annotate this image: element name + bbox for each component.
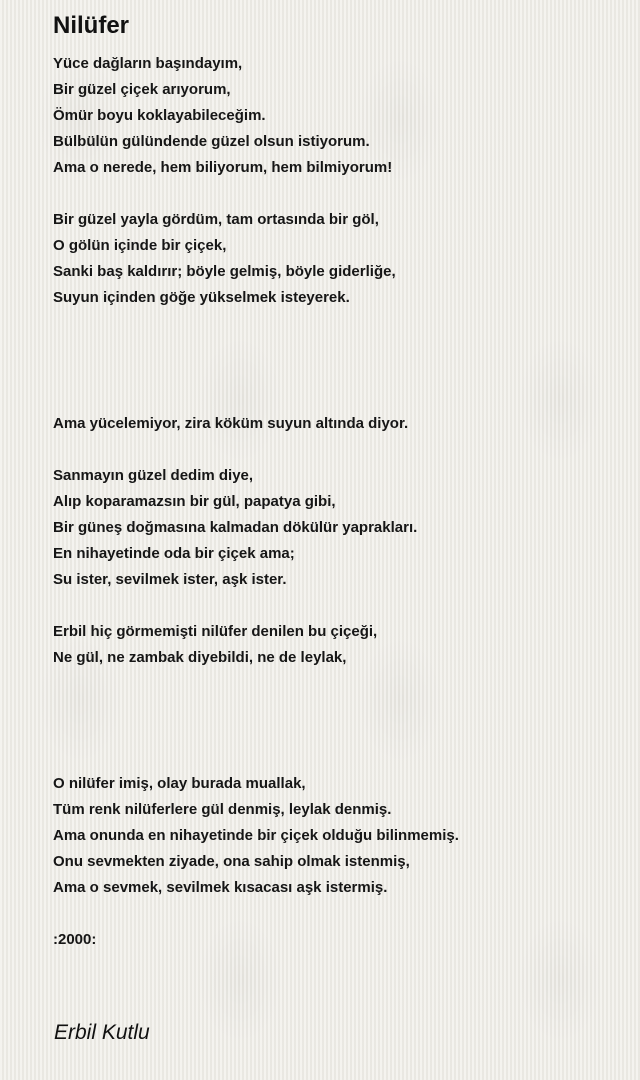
poem-line: Bülbülün gülündende güzel olsun istiyorum. <box>53 133 370 150</box>
poem-line: Ömür boyu koklayabileceğim. <box>53 107 266 124</box>
poem-line: En nihayetinde oda bir çiçek ama; <box>53 545 295 562</box>
poem-line: Bir güzel çiçek arıyorum, <box>53 81 231 98</box>
poem-line: Ama onunda en nihayetinde bir çiçek olduğu bilinmemiş. <box>53 827 459 844</box>
poem-line: Sanki baş kaldırır; böyle gelmiş, böyle giderliğe, <box>53 263 396 280</box>
poem-line: Sanmayın güzel dedim diye, <box>53 467 254 484</box>
poem-line: Suyun içinden göğe yükselmek isteyerek. <box>53 289 350 306</box>
poem-line: Bir güzel yayla gördüm, tam ortasında bir göl, <box>53 211 379 228</box>
poem-line: Tüm renk nilüferlere gül denmiş, leylak denmiş. <box>53 801 392 818</box>
poem-line: O gölün içinde bir çiçek, <box>53 237 227 254</box>
poem-title: Nilüfer <box>53 12 130 39</box>
poem-line: Yüce dağların başındayım, <box>53 55 243 72</box>
poem-line: Su ister, sevilmek ister, aşk ister. <box>53 571 287 588</box>
poem-date: :2000: <box>53 931 97 948</box>
poem-line: Ama yücelemiyor, zira köküm suyun altında diyor. <box>53 415 409 432</box>
poem-author: Erbil Kutlu <box>54 1021 150 1044</box>
poem-line: Onu sevmekten ziyade, ona sahip olmak istenmiş, <box>53 853 410 870</box>
poem-line: Ama o sevmek, sevilmek kısacası aşk istermiş. <box>53 879 388 896</box>
poem-line: Erbil hiç görmemişti nilüfer denilen bu çiçeği, <box>53 623 378 640</box>
poem-line: Ama o nerede, hem biliyorum, hem bilmiyorum! <box>53 159 393 176</box>
poem-line: Ne gül, ne zambak diyebildi, ne de leylak, <box>53 649 347 666</box>
poem-line: O nilüfer imiş, olay burada muallak, <box>53 775 306 792</box>
poem-line: Alıp koparamazsın bir gül, papatya gibi, <box>53 493 336 510</box>
poem-line: Bir güneş doğmasına kalmadan dökülür yaprakları. <box>53 519 418 536</box>
